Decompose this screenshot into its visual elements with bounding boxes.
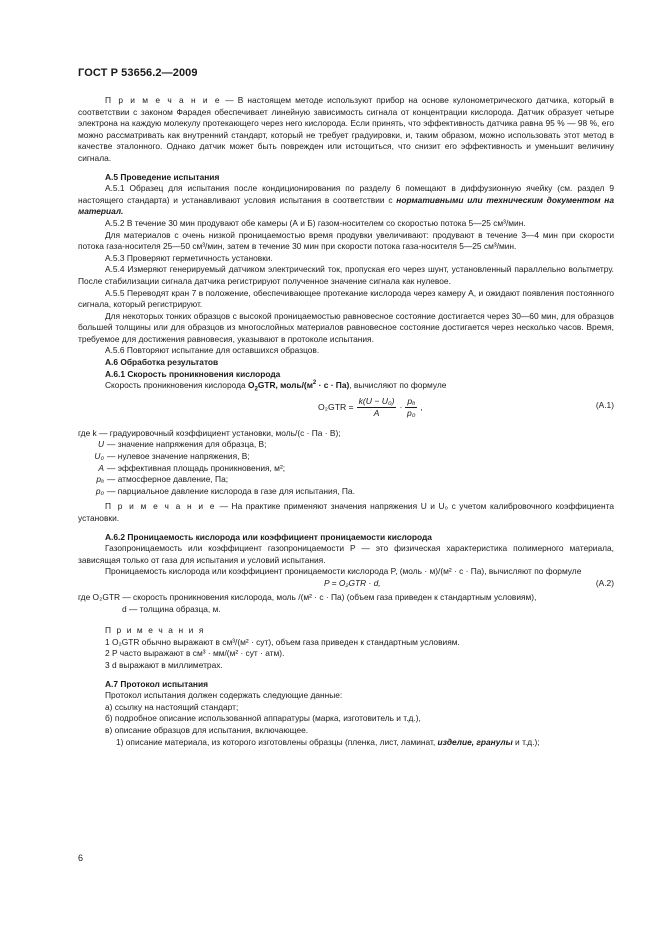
paragraph-a5-5-equilibrium: Для некоторых тонких образцов с высокой проницаемостью равновесное состояние достигается через 30—60 мин, для образцов большей толщины или для образцов из многослойных материалов равновесное состояние достигается через несколько часов. Время, требуемое для достижения равновесия, указывают в протоколе испытания. (78, 310, 614, 344)
note-text: — В настоящем методе используют прибор на основе кулонометрического датчика, который в соответствии с законом Фарадея обеспечивает линейную зависимость сигнала от концентрации кислорода. Датчик образует четыре электрона на каждую молекулу протекающего через него кислорода. Если принять, что эффективность датчика равна 95 % — 98 %, его можно рассматривать как внутренний стандарт, который не требует градуировки, и, таким образом, можно использовать этот метод в качестве эталонного. Однако датчик может быть поврежден или истощиться, что снизит его эффективность и уменьшит величину сигнала. (78, 95, 614, 163)
note-item: 2 P часто выражают в см³ · мм/(м² · сут · атм). (105, 648, 285, 659)
where-clause-a2-thickness: d — толщина образца, м. (122, 603, 221, 614)
paragraph-a6-2-definition: Газопроницаемость или коэффициент газопроницаемости P — это физическая характеристика полимерного материала, зависящая только от газа для испытания и условий испытания. (78, 543, 614, 565)
variable-row: U₀ — нулевое значение напряжения, В; (94, 451, 250, 462)
variable-list (78, 439, 614, 497)
list-item: б) подробное описание использованной аппаратуры (марка, изготовитель и т.д.), (105, 713, 421, 724)
variable-row: p₀ — парциальное давление кислорода в газе для испытания, Па. (95, 485, 355, 496)
note-methodology (78, 95, 614, 165)
paragraph-a5-2: А.5.2 В течение 30 мин продувают обе камеры (А и Б) газом-носителем со скоростью потока 5—25 см³/мин. (105, 217, 526, 228)
notes-label: П р и м е ч а н и я (105, 625, 205, 636)
section-heading-a5: А.5 Проведение испытания (105, 171, 220, 182)
page-number: 6 (78, 853, 84, 863)
equation-number-a2: (А.2) (595, 577, 614, 588)
paragraph-a5-3: А.5.3 Проверяют герметичность установки. (105, 252, 273, 263)
paragraph-a5-4: А.5.4 Измеряют генерируемый датчиком электрический ток, пропуская его через шунт, установленный параллельно вольтметру. После стабилизации сигнала датчика регистрируют полученное значение сигнала как нулевое. (78, 264, 614, 286)
section-heading-a7: А.7 Протокол испытания (105, 678, 209, 689)
paragraph-a7-intro: Протокол испытания должен содержать следующие данные: (105, 690, 343, 701)
note-item: 1 O₂GTR обычно выражают в см³/(м² · сут), объем газа приведен к стандартным условиям. (105, 636, 460, 647)
variable-row: pₐ — атмосферное давление, Па; (96, 474, 229, 485)
paragraph-a6-2-formula-intro: Проницаемость кислорода или коэффициент проницаемости кислорода P, (моль · м)/(м² · с · Па), вычисляют по формуле (105, 566, 582, 577)
paragraph-a5-6: А.5.6 Повторяют испытание для оставшихся образцов. (105, 345, 320, 356)
formula-a2-expression: P = O₂GTR · d, (324, 577, 381, 588)
sub-list-item: 1) описание материала, из которого изготовлены образцы (пленка, лист, ламинат, изделие, гранулы и т.д.); (116, 736, 540, 747)
paragraph-a5-5: А.5.5 Переводят кран 7 в положение, обеспечивающее протекание кислорода через камеру А, и ожидают появления постоянного сигнала, который регистрируют. (78, 287, 614, 310)
paragraph-a6-1-intro: Скорость проникновения кислорода $O_2GTR$, моль/$(м^2 \cdot с \cdot Па)$, вычисляют по формуле (105, 380, 447, 393)
where-clause-a2: где O₂GTR — скорость проникновения кислорода, моль /(м² · с · Па) (объем газа приведен к стандартным условиям), (78, 591, 537, 602)
formula-a1: O₂GTR = $\frac{\text{k(U − U₀)}}{A}$ · $\frac{\text{pₐ}}{\text{p₀}}$ , (А.1) (318, 395, 614, 418)
formula-a2 (78, 578, 614, 592)
emphasis-normative: нормативными или техническим документом на материал. (78, 194, 614, 217)
note-calibration: П р и м е ч а н и е — На практике применяют значения напряжения U и U₀ с учетом калибровочного коэффициента установки. (78, 501, 614, 523)
subsection-heading-a6-2: А.6.2 Проницаемость кислорода или коэффициент проницаемости кислорода (105, 531, 432, 542)
subsection-heading-a6-1: А.6.1 Скорость проникновения кислорода (105, 368, 281, 379)
note-item: 3 d выражают в миллиметрах. (105, 659, 223, 670)
section-heading-a6: А.6 Обработка результатов (105, 357, 219, 368)
paragraph-a5-2-low-permeability: Для материалов с очень низкой проницаемостью время продувки увеличивают: продувают в течение 3—4 мин при скорости потока газа-носителя 25—50 см³/мин, затем в течение 30 мин при скорости потока газа-носителя 5—25 см³/мин. (78, 229, 614, 252)
document-header: ГОСТ Р 53656.2—2009 (78, 67, 198, 79)
formula-fraction-main: $\frac{\text{k(U − U₀)}}{A}$ (358, 395, 395, 418)
list-item: в) описание образцов для испытания, включающее. (105, 724, 309, 735)
page-body (78, 95, 614, 748)
note-label: П р и м е ч а н и е (105, 95, 222, 105)
list-item: а) ссылку на настоящий стандарт; (105, 701, 239, 712)
equation-number-a1: (А.1) (595, 399, 614, 410)
variable-row: U — значение напряжения для образца, В; (97, 439, 267, 450)
paragraph-a5-1: А.5.1 Образец для испытания после кондиционирования по разделу 6 помещают в диффузионную ячейку (см. раздел 9 настоящего стандарта) и устанавливают условия испытания в соответствии с нормативными или техническим документом на материал. (78, 183, 614, 217)
formula-lhs: O₂GTR = (318, 401, 354, 412)
where-clause: где k — градуировочный коэффициент установки, моль/(с · Па · В); (78, 427, 341, 438)
variable-row: A — эффективная площадь проникновения, м²; (98, 462, 286, 473)
formula-fraction-pressure: $\frac{\text{pₐ}}{\text{p₀}}$ (407, 395, 416, 418)
